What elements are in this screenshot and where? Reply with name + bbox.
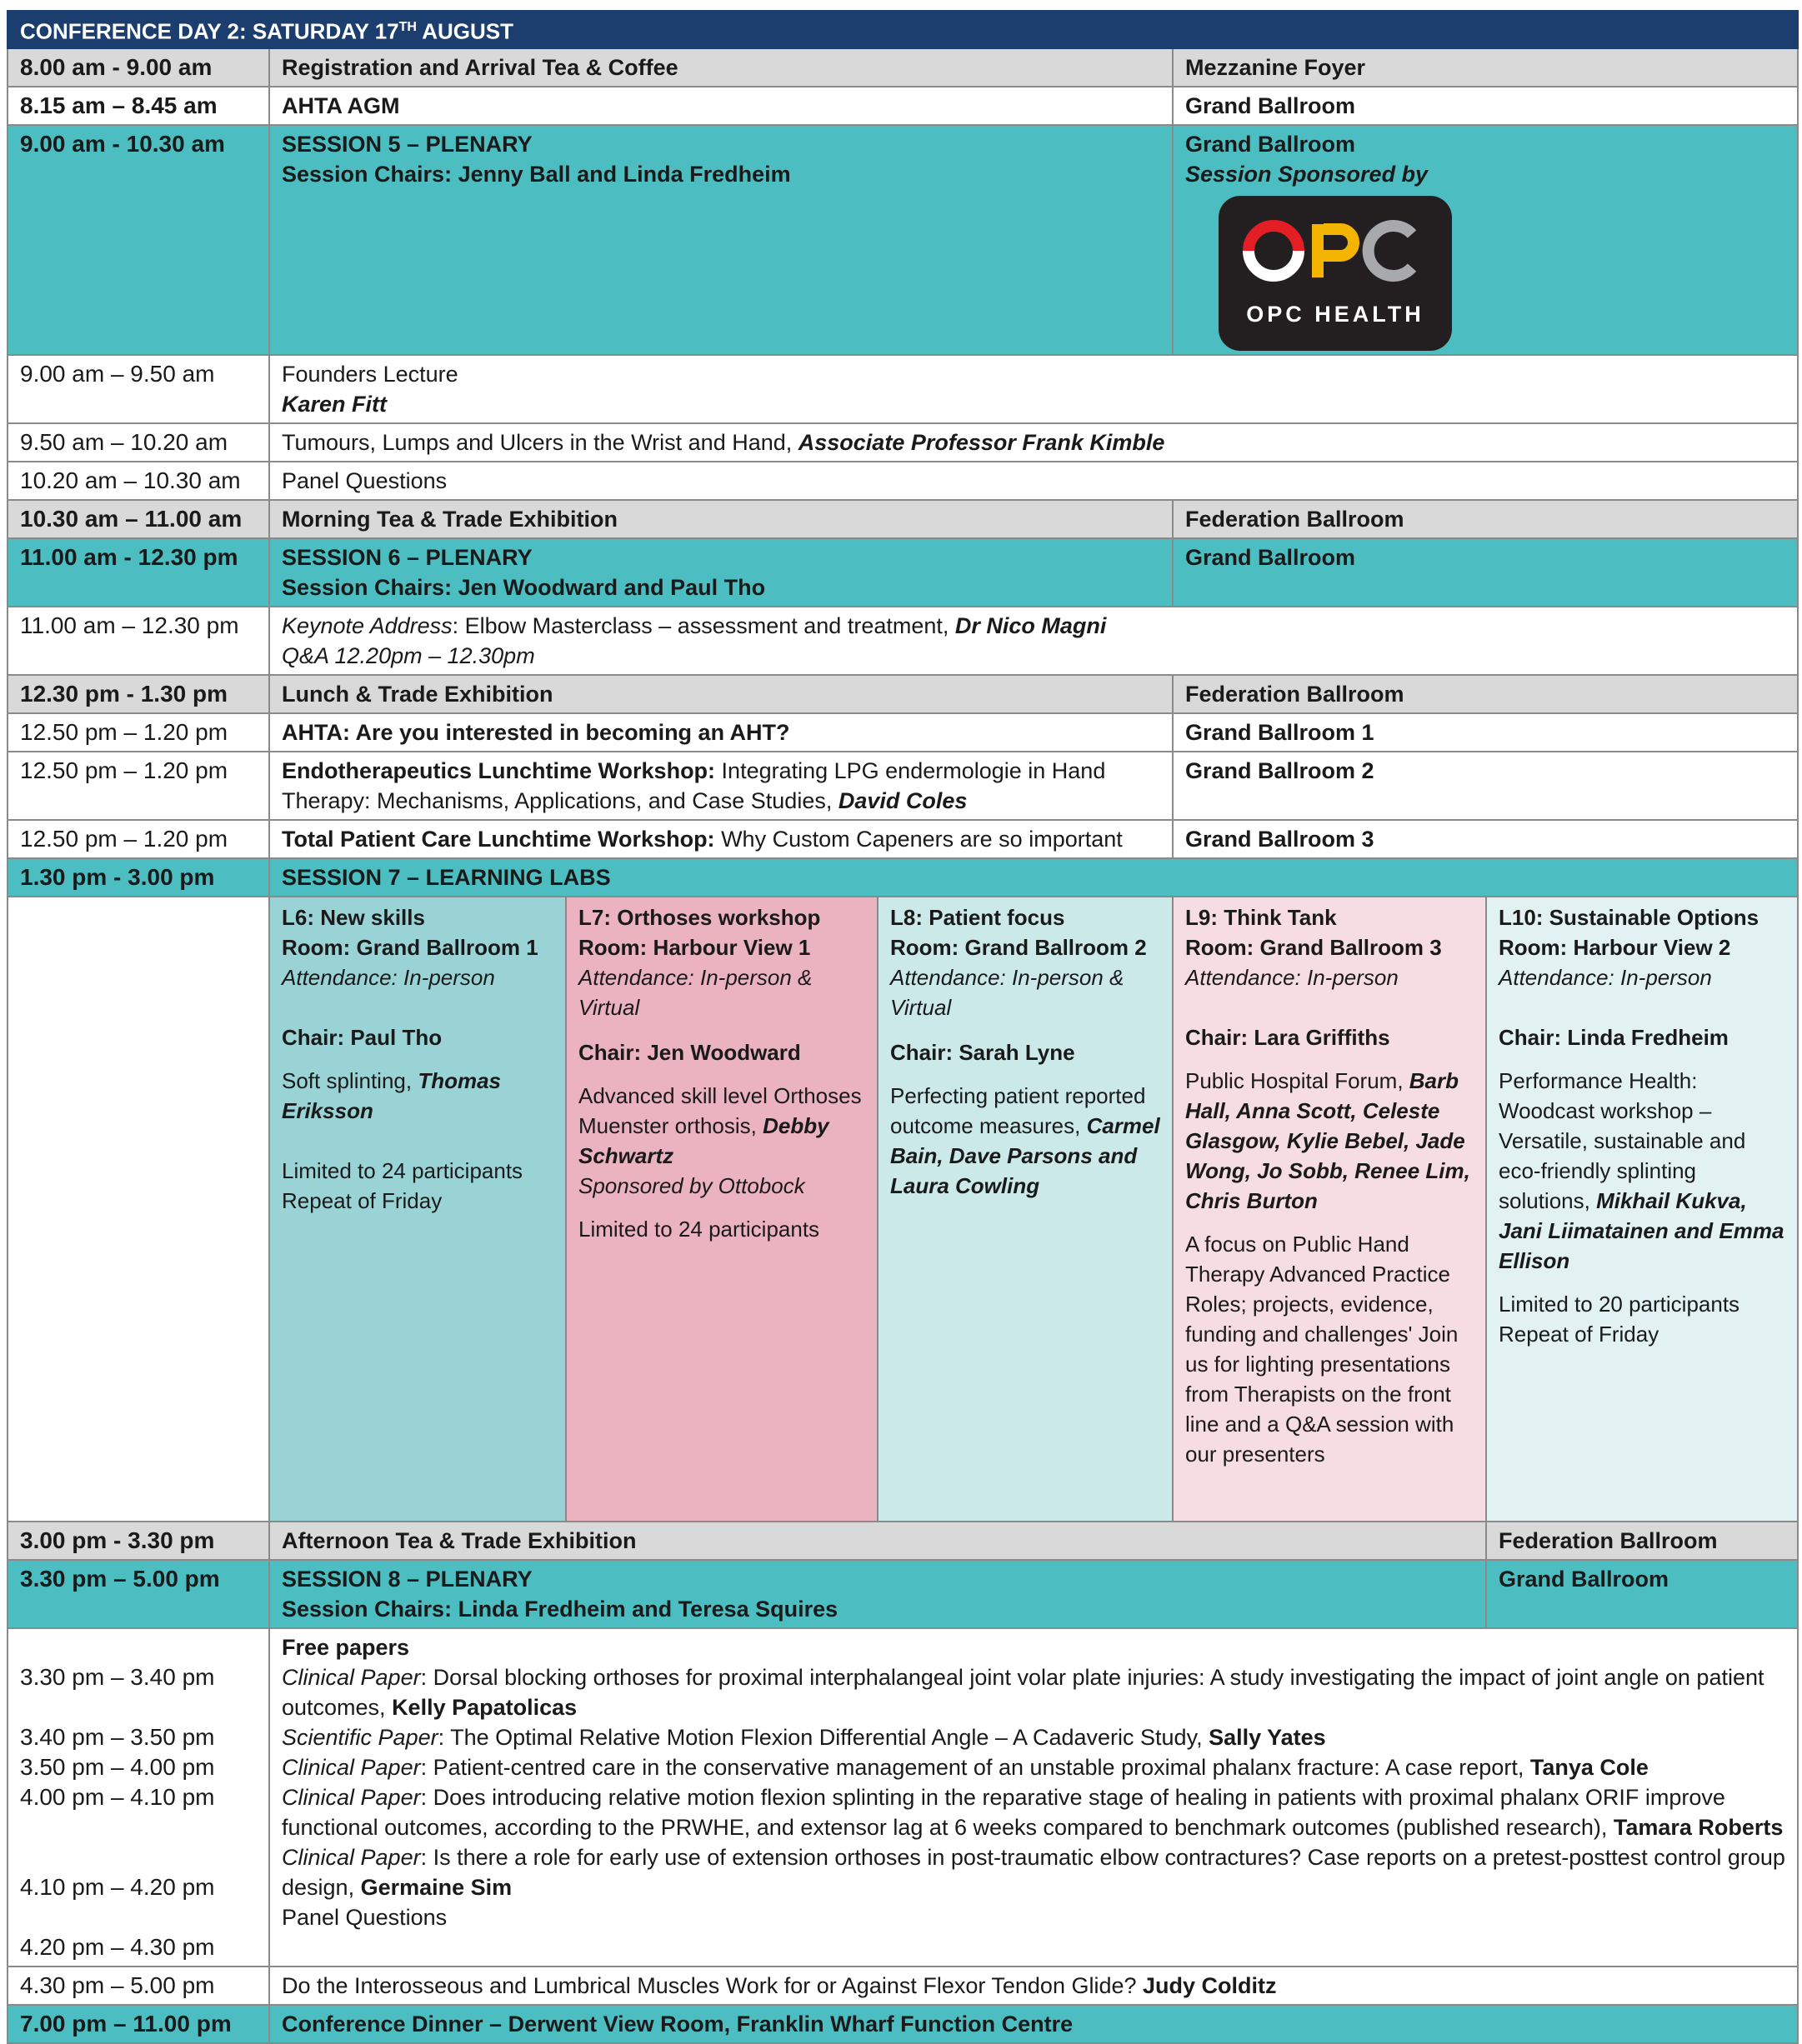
paper-title: : The Optimal Relative Motion Flexion Differential Angle – A Cadaveric Study, bbox=[438, 1724, 1209, 1750]
lab-desc bbox=[578, 1111, 865, 1171]
schedule-row bbox=[8, 48, 1798, 87]
paper-author: Sally Yates bbox=[1209, 1724, 1326, 1750]
session-row bbox=[8, 858, 1798, 897]
lab-attendance: Attendance: In-person bbox=[1499, 964, 1712, 990]
lab-attendance: Attendance: In-person & Virtual bbox=[578, 964, 813, 1020]
event-title: Tumours, Lumps and Ulcers in the Wrist and Hand, bbox=[282, 429, 798, 455]
lab-sponsor: Sponsored by Ottobock bbox=[578, 1172, 805, 1198]
paper-type: Clinical Paper bbox=[282, 1664, 421, 1690]
time-cell: 8.15 am – 8.45 am bbox=[8, 87, 269, 125]
paper-time: 4.20 pm – 4.30 pm bbox=[20, 1933, 215, 1960]
event-title: : Elbow Masterclass – assessment and treatment, bbox=[452, 612, 955, 638]
keynote-line bbox=[282, 611, 1785, 641]
event-cell bbox=[269, 752, 1173, 820]
qa-time: Q&A 12.20pm – 12.30pm bbox=[282, 642, 535, 668]
time-cell: 3.30 pm – 5.00 pm bbox=[8, 1560, 269, 1628]
event-cell bbox=[269, 820, 1173, 858]
lab-title: L7: Orthoses workshop bbox=[578, 904, 821, 930]
paper-author: Kelly Papatolicas bbox=[392, 1694, 578, 1720]
paper-item: Panel Questions bbox=[282, 1904, 448, 1930]
lab-note: Limited to 20 participants bbox=[1499, 1291, 1740, 1317]
time-cell: 9.50 am – 10.20 am bbox=[8, 423, 269, 462]
schedule-row bbox=[8, 2005, 1798, 2043]
session-chairs: Session Chairs: Linda Fredheim and Teresa Squires bbox=[282, 1596, 838, 1622]
day-title-sup: TH bbox=[398, 20, 417, 34]
lab-title: L8: Patient focus bbox=[890, 904, 1065, 930]
time-cell: 9.00 am - 10.30 am bbox=[8, 125, 269, 355]
event-cell: Morning Tea & Trade Exhibition bbox=[269, 500, 1173, 538]
paper-type: Scientific Paper bbox=[282, 1724, 438, 1750]
logo-text: OPC HEALTH bbox=[1246, 301, 1424, 327]
paper-title: : Does introducing relative motion flexion splinting in the reparative stage of healing in patients with proximal phalanx ORIF improve functional outcomes, according to the PRWHE, and extensor lag at 6 weeks compared to benchmark outcomes (published research), bbox=[282, 1784, 1725, 1840]
event-cell bbox=[269, 355, 1798, 423]
venue-cell bbox=[1173, 125, 1798, 355]
event-cell bbox=[269, 538, 1173, 607]
event-cell bbox=[269, 607, 1798, 675]
time-cell: 12.50 pm – 1.20 pm bbox=[8, 752, 269, 820]
event-cell: AHTA: Are you interested in becoming an AHT? bbox=[269, 713, 1173, 752]
lab-note: Limited to 24 participants bbox=[282, 1157, 523, 1183]
schedule-row bbox=[8, 820, 1798, 858]
paper-item bbox=[282, 1662, 1785, 1722]
time-cell: 11.00 am - 12.30 pm bbox=[8, 538, 269, 607]
schedule-row bbox=[8, 500, 1798, 538]
event-cell: Lunch & Trade Exhibition bbox=[269, 675, 1173, 713]
venue-cell: Grand Ballroom bbox=[1173, 538, 1798, 607]
lab-note: A focus on Public Hand Therapy Advanced Practice Roles; projects, evidence, funding and challenges' Join us for lighting presentations from Therapists on the front line and a Q&A session with our presenters bbox=[1185, 1231, 1459, 1467]
lab-chair: Chair: Sarah Lyne bbox=[890, 1039, 1075, 1065]
lab-chair: Chair: Paul Tho bbox=[282, 1024, 443, 1050]
lab-desc bbox=[1185, 1066, 1474, 1216]
paper-author: Germaine Sim bbox=[360, 1874, 513, 1900]
lab-note: Repeat of Friday bbox=[1499, 1321, 1659, 1347]
paper-item bbox=[282, 1722, 1785, 1752]
venue-cell: Grand Ballroom 3 bbox=[1173, 820, 1798, 858]
lab-title: L10: Sustainable Options bbox=[1499, 904, 1759, 930]
time-cell: 8.00 am - 9.00 am bbox=[8, 48, 269, 87]
event-cell: Panel Questions bbox=[269, 462, 1798, 500]
session-row bbox=[8, 538, 1798, 607]
lab-desc bbox=[282, 1066, 553, 1126]
event-title: Do the Interosseous and Lumbrical Muscles Work for or Against Flexor Tendon Glide? bbox=[282, 1972, 1144, 1998]
lab-chair: Chair: Linda Fredheim bbox=[1499, 1024, 1729, 1050]
time-cell: 12.30 pm - 1.30 pm bbox=[8, 675, 269, 713]
day-title: CONFERENCE DAY 2: SATURDAY 17 bbox=[20, 18, 399, 44]
paper-type: Clinical Paper bbox=[282, 1784, 421, 1810]
event-title: Integrating LPG endermologie in Hand Therapy: Mechanisms, Applications, and Case Studies, bbox=[282, 757, 1106, 813]
lab-chair: Chair: Jen Woodward bbox=[578, 1039, 801, 1065]
event-cell bbox=[269, 423, 1798, 462]
paper-title: : Dorsal blocking orthoses for proximal interphalangeal joint volar plate injuries: A study investigating the impact of joint angle on patient outcomes, bbox=[282, 1664, 1764, 1720]
venue-cell: Grand Ballroom bbox=[1173, 87, 1798, 125]
time-cell: 4.30 pm – 5.00 pm bbox=[8, 1967, 269, 2005]
workshop-name: Endotherapeutics Lunchtime Workshop: bbox=[282, 757, 716, 783]
schedule-row bbox=[8, 1967, 1798, 2005]
schedule-row bbox=[8, 752, 1798, 820]
schedule-row bbox=[8, 713, 1798, 752]
lab-room: Room: Grand Ballroom 2 bbox=[890, 934, 1147, 960]
event-cell: Registration and Arrival Tea & Coffee bbox=[269, 48, 1173, 87]
paper-item bbox=[282, 1782, 1785, 1842]
day-title-end: AUGUST bbox=[416, 18, 514, 44]
session-title: SESSION 5 – PLENARY bbox=[282, 131, 533, 157]
session-title: SESSION 8 – PLENARY bbox=[282, 1566, 533, 1592]
sponsor-label: Session Sponsored by bbox=[1185, 161, 1429, 187]
paper-time: 4.00 pm – 4.10 pm bbox=[20, 1783, 215, 1810]
event-title: Founders Lecture bbox=[282, 361, 458, 387]
venue-name: Grand Ballroom bbox=[1185, 131, 1356, 157]
lab-room: Room: Harbour View 2 bbox=[1499, 934, 1731, 960]
paper-type: Clinical Paper bbox=[282, 1754, 421, 1780]
labs-time-spacer bbox=[8, 897, 269, 1522]
schedule-row bbox=[8, 355, 1798, 423]
event-cell: Conference Dinner – Derwent View Room, Franklin Wharf Function Centre bbox=[269, 2005, 1798, 2043]
lab-note: Limited to 24 participants bbox=[578, 1216, 820, 1242]
session-row bbox=[8, 1560, 1798, 1628]
paper-time: 4.10 pm – 4.20 pm bbox=[20, 1873, 215, 1900]
lab-attendance: Attendance: In-person bbox=[282, 964, 495, 990]
paper-author: Tamara Roberts bbox=[1613, 1814, 1784, 1840]
paper-author: Tanya Cole bbox=[1529, 1754, 1649, 1780]
speaker-name: David Coles bbox=[838, 787, 968, 813]
lab-l6 bbox=[269, 897, 566, 1522]
lab-note: Repeat of Friday bbox=[282, 1187, 443, 1213]
lab-speakers: Mikhail Kukva, Jani Liimatainen and Emma Ellison bbox=[1499, 1187, 1784, 1273]
schedule-row bbox=[8, 87, 1798, 125]
time-cell: 12.50 pm – 1.20 pm bbox=[8, 713, 269, 752]
paper-type: Clinical Paper bbox=[282, 1844, 421, 1870]
lab-room: Room: Grand Ballroom 3 bbox=[1185, 934, 1442, 960]
day-header bbox=[8, 11, 1798, 48]
time-cell: 12.50 pm – 1.20 pm bbox=[8, 820, 269, 858]
time-cell: 11.00 am – 12.30 pm bbox=[8, 607, 269, 675]
schedule-row bbox=[8, 675, 1798, 713]
event-cell bbox=[269, 1560, 1486, 1628]
paper-title: : Is there a role for early use of extension orthoses in post-traumatic elbow contractures? Case reports on a pretest-posttest control group design, bbox=[282, 1844, 1785, 1900]
free-papers-times bbox=[8, 1628, 269, 1967]
free-papers-row bbox=[8, 1628, 1798, 1967]
schedule-row bbox=[8, 462, 1798, 500]
lab-desc-text: Performance Health: Woodcast workshop – Versatile, sustainable and eco-friendly splinting solutions, bbox=[1499, 1067, 1746, 1213]
schedule-table bbox=[7, 10, 1799, 2044]
lab-l7 bbox=[566, 897, 878, 1522]
lab-desc-text: Soft splinting, bbox=[282, 1067, 418, 1093]
schedule-row bbox=[8, 423, 1798, 462]
venue-cell: Grand Ballroom bbox=[1486, 1560, 1798, 1628]
event-cell bbox=[269, 125, 1173, 355]
speaker-name: Karen Fitt bbox=[282, 391, 388, 417]
event-cell: Afternoon Tea & Trade Exhibition bbox=[269, 1522, 1486, 1560]
lab-speakers: Barb Hall, Anna Scott, Celeste Glasgow, Kylie Bebel, Jade Wong, Jo Sobb, Renee Lim, Chris Burton bbox=[1185, 1067, 1470, 1213]
lab-attendance: Attendance: In-person bbox=[1185, 964, 1399, 990]
schedule-row bbox=[8, 607, 1798, 675]
time-cell: 10.20 am – 10.30 am bbox=[8, 462, 269, 500]
lab-speakers: Thomas Eriksson bbox=[282, 1067, 501, 1123]
time-cell: 9.00 am – 9.50 am bbox=[8, 355, 269, 423]
lab-l9 bbox=[1173, 897, 1486, 1522]
opc-logo-mark-icon bbox=[1242, 217, 1429, 284]
learning-labs-row bbox=[8, 897, 1798, 1522]
lab-desc bbox=[1499, 1066, 1785, 1276]
keynote-label: Keynote Address bbox=[282, 612, 453, 638]
opc-health-logo bbox=[1219, 196, 1452, 351]
lab-room: Room: Grand Ballroom 1 bbox=[282, 934, 538, 960]
speaker-name: Associate Professor Frank Kimble bbox=[798, 429, 1165, 455]
lab-speakers: Carmel Bain, Dave Parsons and Laura Cowling bbox=[890, 1112, 1160, 1198]
lab-room: Room: Harbour View 1 bbox=[578, 934, 811, 960]
lab-chair: Chair: Lara Griffiths bbox=[1185, 1024, 1390, 1050]
venue-cell: Federation Ballroom bbox=[1173, 675, 1798, 713]
venue-cell: Grand Ballroom 2 bbox=[1173, 752, 1798, 820]
workshop-name: Total Patient Care Lunchtime Workshop: bbox=[282, 826, 715, 852]
lab-speakers: Debby Schwartz bbox=[578, 1112, 829, 1168]
paper-item bbox=[282, 1752, 1785, 1782]
session-title: SESSION 6 – PLENARY bbox=[282, 544, 533, 570]
time-cell: 1.30 pm - 3.00 pm bbox=[8, 858, 269, 897]
time-cell: 3.00 pm - 3.30 pm bbox=[8, 1522, 269, 1560]
speaker-name: Dr Nico Magni bbox=[954, 612, 1107, 638]
paper-time: 3.30 pm – 3.40 pm bbox=[20, 1663, 215, 1690]
free-papers-heading: Free papers bbox=[282, 1634, 410, 1660]
event-cell: AHTA AGM bbox=[269, 87, 1173, 125]
lab-desc bbox=[890, 1081, 1160, 1201]
event-cell: SESSION 7 – LEARNING LABS bbox=[269, 858, 1798, 897]
venue-cell: Federation Ballroom bbox=[1486, 1522, 1798, 1560]
lab-attendance: Attendance: In-person & Virtual bbox=[890, 964, 1124, 1020]
paper-title: : Patient-centred care in the conservative management of an unstable proximal phalanx fracture: A case report, bbox=[420, 1754, 1530, 1780]
time-cell: 10.30 am – 11.00 am bbox=[8, 500, 269, 538]
lab-l8 bbox=[878, 897, 1173, 1522]
venue-cell: Grand Ballroom 1 bbox=[1173, 713, 1798, 752]
lab-desc-text: Public Hospital Forum, bbox=[1185, 1067, 1409, 1093]
time-cell: 7.00 pm – 11.00 pm bbox=[8, 2005, 269, 2043]
event-title: Why Custom Capeners are so important bbox=[714, 826, 1123, 852]
paper-item bbox=[282, 1842, 1785, 1902]
day-header-row bbox=[8, 11, 1798, 48]
session-row bbox=[8, 125, 1798, 355]
venue-cell: Federation Ballroom bbox=[1173, 500, 1798, 538]
session-chairs: Session Chairs: Jen Woodward and Paul Tho bbox=[282, 574, 766, 600]
lab-desc-line: Advanced skill level Orthoses bbox=[578, 1082, 862, 1108]
lab-desc-text: Muenster orthosis, bbox=[578, 1112, 763, 1138]
lab-desc-text: Perfecting patient reported outcome measures, bbox=[890, 1082, 1146, 1138]
lab-title: L6: New skills bbox=[282, 904, 425, 930]
paper-time: 3.50 pm – 4.00 pm bbox=[20, 1753, 215, 1780]
lab-l10 bbox=[1486, 897, 1798, 1522]
lab-title: L9: Think Tank bbox=[1185, 904, 1337, 930]
session-chairs: Session Chairs: Jenny Ball and Linda Fredheim bbox=[282, 161, 791, 187]
speaker-name: Judy Colditz bbox=[1143, 1972, 1277, 1998]
paper-time: 3.40 pm – 3.50 pm bbox=[20, 1723, 215, 1750]
free-papers-list bbox=[269, 1628, 1798, 1967]
program-page bbox=[7, 10, 1797, 2044]
venue-cell: Mezzanine Foyer bbox=[1173, 48, 1798, 87]
event-cell bbox=[269, 1967, 1798, 2005]
schedule-row bbox=[8, 1522, 1798, 1560]
